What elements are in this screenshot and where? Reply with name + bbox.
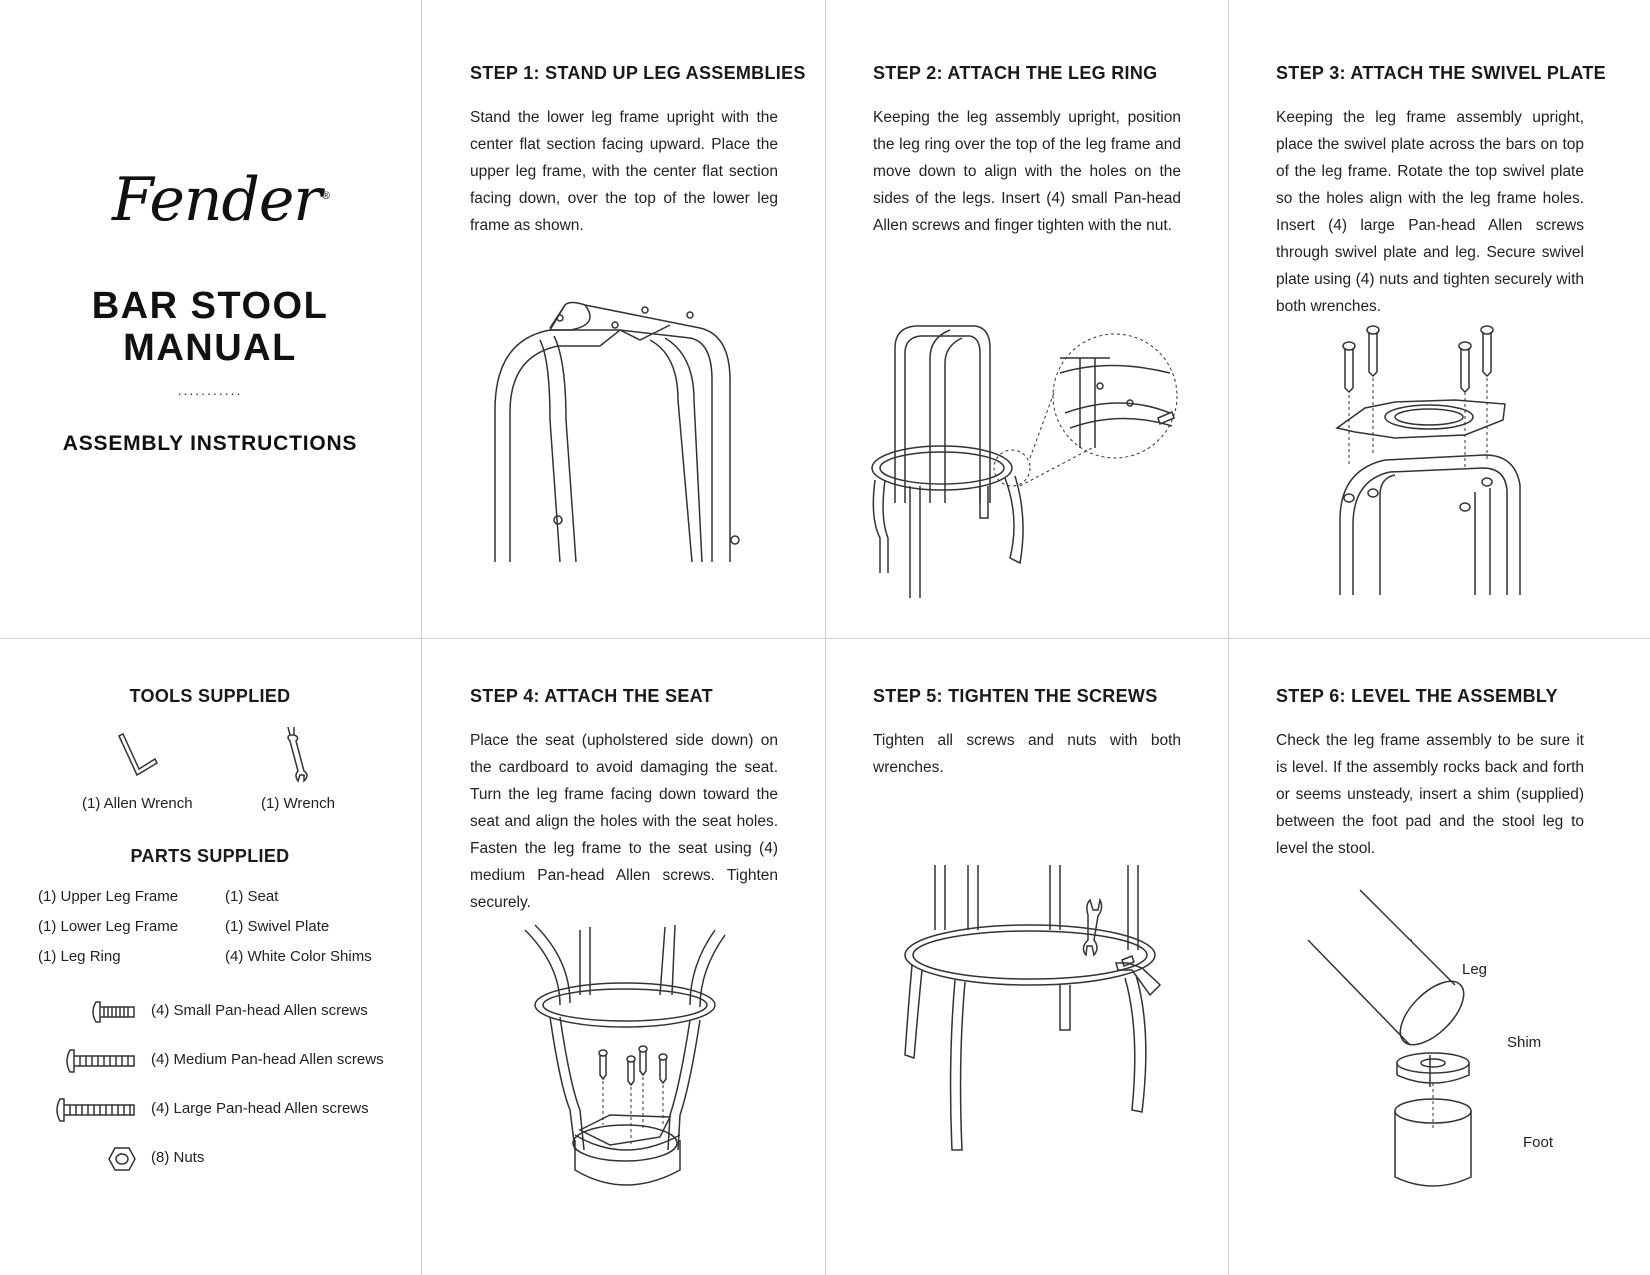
leg-label: Leg — [1462, 961, 1488, 978]
hardware-item: (4) Medium Pan-head Allen screws — [151, 1051, 384, 1068]
step-1-body: Stand the lower leg frame upright with the center flat section facing upward. Place the upper leg frame, with the center flat section facing down, over the top of the lower leg frame as shown. — [470, 109, 778, 234]
title-divider-dots: ........... — [177, 382, 243, 398]
step-3-body: Keeping the leg frame assembly upright, place the swivel plate across the bars on top of the leg frame. Rotate the top swivel plate so the holes align with the leg frame holes. Insert (4) large Pan-head Allen screws through swivel plate and leg. Secure swivel plate using (4) nuts and tighten securely with both wrenches. — [1276, 109, 1584, 315]
leg-ring-illustration — [870, 318, 1190, 603]
small-screw-icon — [90, 1000, 136, 1024]
step-4-title: STEP 4: ATTACH THE SEAT — [470, 686, 713, 706]
allen-wrench-icon — [115, 733, 165, 783]
swivel-plate-illustration — [1335, 320, 1535, 600]
step-5-title: STEP 5: TIGHTEN THE SCREWS — [873, 686, 1158, 706]
hardware-item: (8) Nuts — [151, 1149, 205, 1166]
nut-icon — [107, 1146, 137, 1172]
part-item: (1) Leg Ring — [38, 948, 121, 965]
leg-frame-illustration — [490, 300, 760, 565]
tighten-screws-illustration — [900, 860, 1170, 1155]
part-item: (4) White Color Shims — [225, 948, 372, 965]
shim-label: Shim — [1507, 1034, 1542, 1051]
medium-screw-icon — [64, 1048, 136, 1074]
row-divider — [0, 638, 1650, 639]
wrench-icon — [282, 725, 312, 785]
hardware-item: (4) Small Pan-head Allen screws — [151, 1002, 368, 1019]
hardware-item: (4) Large Pan-head Allen screws — [151, 1100, 369, 1117]
large-screw-icon — [54, 1097, 136, 1123]
assembly-instructions-heading: ASSEMBLY INSTRUCTIONS — [62, 432, 358, 455]
step-3-title: STEP 3: ATTACH THE SWIVEL PLATE — [1276, 63, 1606, 83]
fender-logo: Fender® — [112, 165, 331, 235]
step-2-body: Keeping the leg assembly upright, position the leg ring over the top of the leg frame and move down to align with the holes on the sides of the legs. Insert (4) small Pan-head Allen screws and finger tighten with the nut. — [873, 109, 1181, 234]
seat-attach-illustration — [520, 925, 740, 1195]
step-1-title: STEP 1: STAND UP LEG ASSEMBLIES — [470, 63, 806, 83]
level-assembly-illustration — [1300, 885, 1530, 1185]
foot-label: Foot — [1523, 1134, 1554, 1151]
wrench-label: (1) Wrench — [261, 795, 335, 812]
part-item: (1) Upper Leg Frame — [38, 888, 179, 905]
step-2-title: STEP 2: ATTACH THE LEG RING — [873, 63, 1158, 83]
part-item: (1) Swivel Plate — [225, 918, 330, 935]
step-6-body: Check the leg frame assembly to be sure it is level. If the assembly rocks back and forth or seems unsteady, insert a shim (supplied) between the foot pad and the stool leg to level the stool. — [1276, 732, 1584, 857]
step-5-body: Tighten all screws and nuts with both wrenches. — [873, 732, 1181, 776]
allen-wrench-label: (1) Allen Wrench — [82, 795, 193, 812]
part-item: (1) Seat — [225, 888, 279, 905]
step-6-title: STEP 6: LEVEL THE ASSEMBLY — [1276, 686, 1558, 706]
part-item: (1) Lower Leg Frame — [38, 918, 179, 935]
tools-supplied-heading: TOOLS SUPPLIED — [129, 686, 291, 706]
step-4-body: Place the seat (upholstered side down) on the cardboard to avoid damaging the seat. Turn the leg frame facing down toward the seat and align the holes with the seat holes. Fasten the leg frame to the seat using (4) medium Pan-head Allen screws. Tighten securely. — [470, 732, 778, 911]
parts-supplied-heading: PARTS SUPPLIED — [130, 846, 290, 866]
manual-title: BAR STOOL MANUAL — [91, 285, 329, 369]
